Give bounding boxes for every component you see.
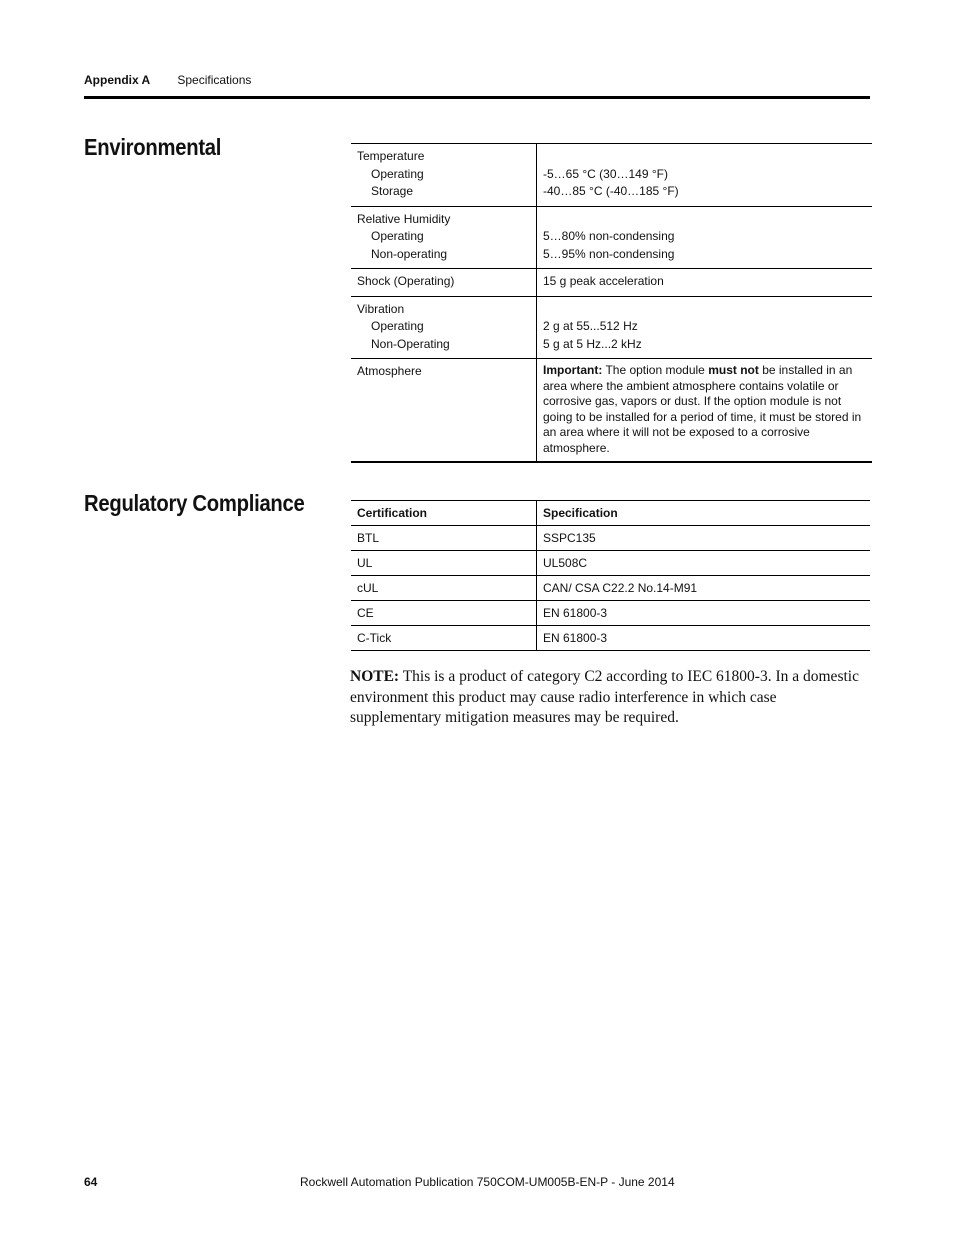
table-row: [351, 551, 870, 576]
spec-label-cell: [351, 296, 537, 359]
temperature-storage-label: Storage: [371, 184, 414, 198]
vibration-operating-value: 2 g at 55...512 Hz: [543, 319, 638, 333]
temperature-operating-label: Operating: [371, 166, 424, 181]
spec-cell: EN 61800-3: [537, 601, 871, 626]
spec-cell: UL508C: [537, 551, 871, 576]
cert-cell: cUL: [351, 576, 537, 601]
publication-line: Rockwell Automation Publication 750COM-UM005B-EN-P - June 2014: [300, 1175, 675, 1189]
spec-value-cell: [537, 206, 873, 269]
table-row: [351, 526, 870, 551]
cert-cell: UL: [351, 551, 537, 576]
table-row: [351, 626, 870, 651]
regulatory-table: [351, 500, 870, 651]
vibration-operating-label: Operating: [371, 319, 424, 333]
table-row: [351, 296, 872, 359]
spec-label-cell: [351, 144, 537, 207]
spec-cell: EN 61800-3: [537, 626, 871, 651]
spec-value-cell: [537, 144, 873, 207]
shock-label: Shock (Operating): [351, 269, 537, 297]
cert-cell: BTL: [351, 526, 537, 551]
humidity-operating-value: 5…80% non-condensing: [543, 229, 675, 243]
atmosphere-value: [537, 359, 873, 463]
table-row: [351, 601, 870, 626]
vibration-nonoperating-value: 5 g at 5 Hz...2 kHz: [543, 336, 642, 351]
table-row: [351, 269, 872, 297]
humidity-nonoperating-label: Non-operating: [371, 246, 448, 261]
atmosphere-text-1: The option module: [602, 363, 709, 377]
running-header: [84, 73, 251, 87]
header-rule: [84, 96, 870, 99]
page-number: 64: [84, 1175, 98, 1189]
compliance-note: [350, 667, 870, 729]
note-label: NOTE:: [350, 668, 400, 685]
spec-label-cell: [351, 206, 537, 269]
note-text: This is a product of category C2 according to IEC 61800-3. In a domestic environment this product may cause radio interference in which case supplementary mitigation measures may be required.: [350, 668, 859, 726]
vibration-nonoperating-label: Non-Operating: [371, 336, 450, 351]
important-label: Important:: [543, 363, 603, 377]
atmosphere-text-2: be installed in an area where the ambient atmosphere contains volatile or corrosive gas, vapors or dust. If the option module is not going to be installed for a period of time, it must be stored in an area where it will not be exposed to a corrosive atmosphere.: [543, 363, 862, 455]
humidity-nonoperating-value: 5…95% non-condensing: [543, 246, 675, 261]
temperature-label: Temperature: [357, 149, 425, 163]
humidity-operating-label: Operating: [371, 229, 424, 243]
table-row: [351, 144, 872, 207]
must-not-label: must not: [708, 363, 759, 377]
spec-cell: CAN/ CSA C22.2 No.14-M91: [537, 576, 871, 601]
atmosphere-label: Atmosphere: [351, 359, 537, 463]
appendix-label: Appendix A: [84, 73, 151, 87]
temperature-operating-value: -5…65 °C (30…149 °F): [543, 166, 668, 181]
table-row: [351, 206, 872, 269]
environmental-heading: Environmental: [84, 134, 222, 160]
certification-header: Certification: [351, 501, 537, 526]
spec-cell: SSPC135: [537, 526, 871, 551]
shock-value: 15 g peak acceleration: [537, 269, 873, 297]
cert-cell: C-Tick: [351, 626, 537, 651]
spec-value-cell: [537, 296, 873, 359]
regulatory-heading: Regulatory Compliance: [84, 490, 305, 516]
specification-header: Specification: [537, 501, 871, 526]
table-header-row: [351, 501, 870, 526]
table-row: [351, 359, 872, 463]
environmental-table: [351, 143, 872, 463]
table-row: [351, 576, 870, 601]
humidity-label: Relative Humidity: [357, 211, 451, 226]
cert-cell: CE: [351, 601, 537, 626]
vibration-label: Vibration: [357, 301, 405, 316]
temperature-storage-value: -40…85 °C (-40…185 °F): [543, 184, 679, 198]
chapter-title: Specifications: [177, 73, 252, 87]
